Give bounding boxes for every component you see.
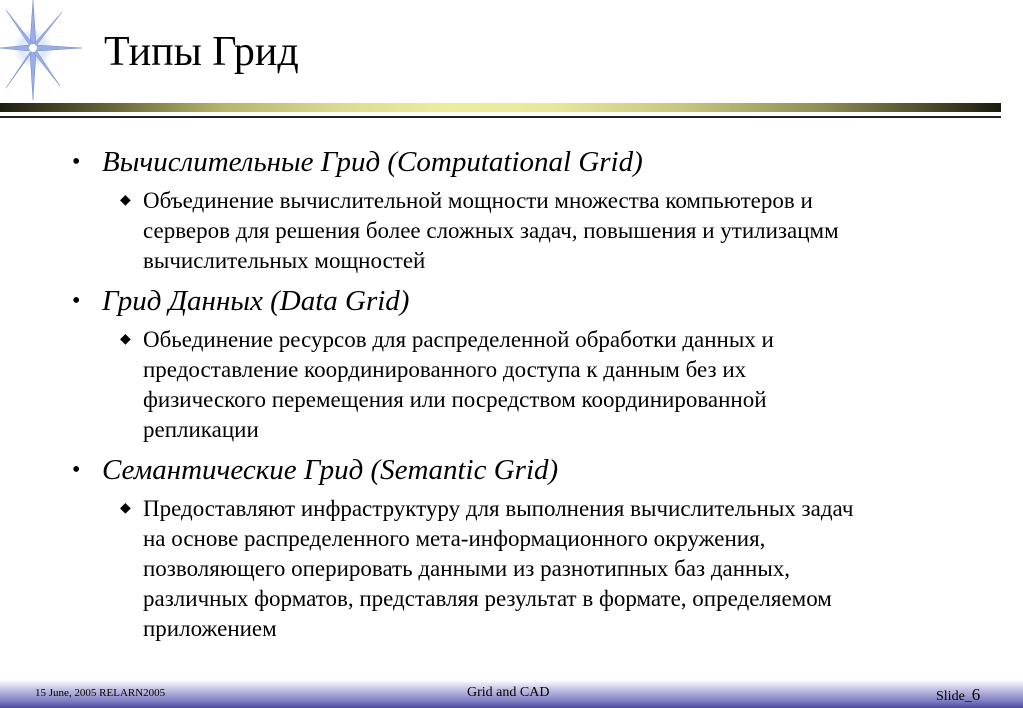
slide-number: 6 (971, 685, 981, 704)
footer-date: 15 June, 2005 RELARN2005 (35, 687, 166, 699)
bullet-dot-icon: • (72, 457, 81, 483)
slide-label: Slide_ (936, 689, 972, 704)
sub-bullet-line: на основе распределенного мета-информационного окружения, (143, 526, 766, 551)
sub-bullet-line: различных форматов, представляя результат в формате, определяемом (143, 586, 832, 611)
slide-title: Типы Грид (104, 29, 299, 75)
bullet-computational-grid (72, 145, 643, 179)
sub-bullet-line: Объединение вычислительной мощности множества компьютеров и (143, 188, 813, 213)
bullet-dot-icon: • (72, 288, 81, 314)
bullet-heading: Грид Данных (Data Grid) (102, 285, 410, 317)
sub-bullet-line: вычислительных мощностей (143, 248, 426, 273)
bullet-semantic-grid (72, 453, 559, 487)
sub-bullet-line: Обьединение ресурсов для распределенной обработки данных и (143, 327, 774, 352)
bullet-heading: Семантические Грид (Semantic Grid) (102, 454, 559, 486)
diamond-bullet-icon: ◆ (120, 501, 131, 516)
sub-bullet-line: физического перемещения или посредством координированной (143, 387, 767, 412)
bullet-data-grid (72, 284, 410, 318)
sub-bullet-line: репликации (143, 417, 259, 442)
diamond-bullet-icon: ◆ (120, 332, 131, 347)
bullet-heading: Вычислительные Грид (Computational Grid) (102, 146, 643, 178)
sub-bullet-line: серверов для решения более сложных задач, повышения и утилизацмм (143, 218, 839, 243)
sub-bullet-line: Предоставляют инфраструктуру для выполнения вычислительных задач (143, 496, 854, 521)
sub-bullet-computational-grid (120, 186, 1003, 276)
sub-bullet-semantic-grid (120, 494, 1003, 644)
sub-bullet-line: предоставление координированного доступа к данным без их (143, 357, 747, 382)
bullet-dot-icon: • (72, 149, 81, 175)
diamond-bullet-icon: ◆ (120, 193, 131, 208)
footer-title: Grid and CAD (467, 685, 550, 700)
sub-bullet-data-grid (120, 325, 1003, 445)
sub-bullet-line: позволяющего оперировать данными из разнотипных баз данных, (143, 556, 791, 581)
sub-bullet-line: приложением (143, 616, 277, 641)
footer-slide-number (936, 685, 980, 705)
